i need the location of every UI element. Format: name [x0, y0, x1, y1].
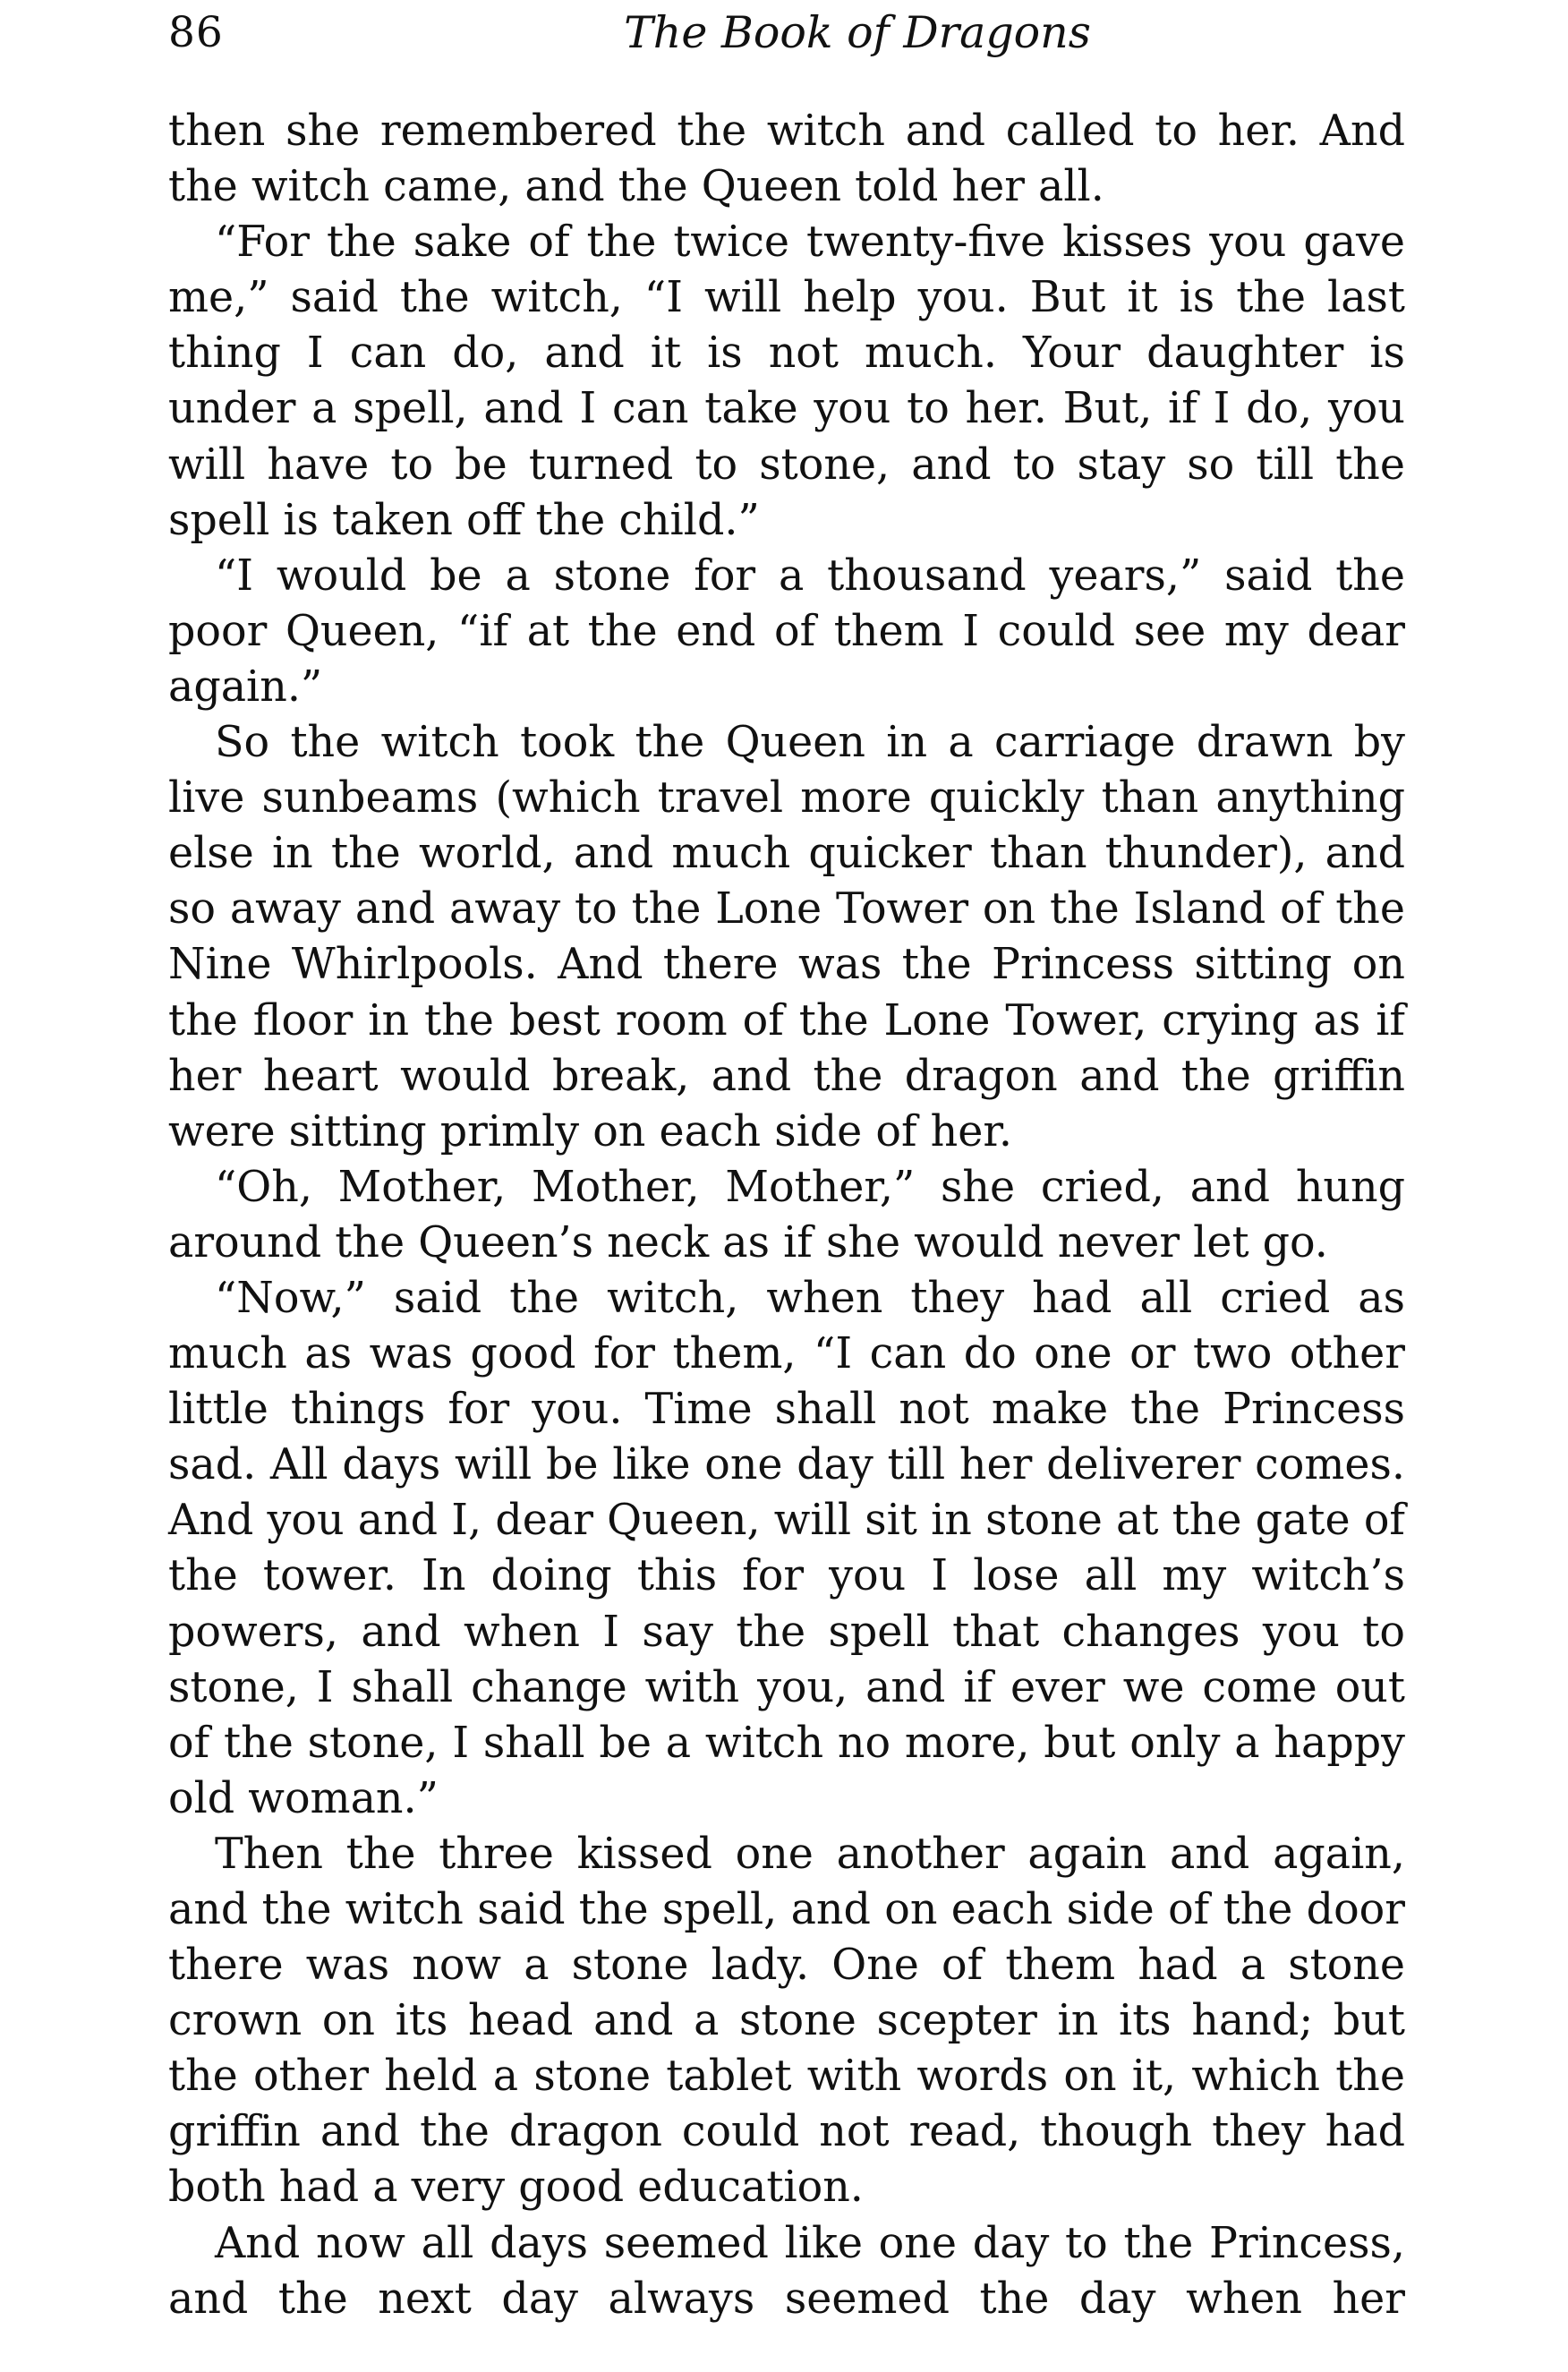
paragraph-3: “I would be a stone for a thousand years,” said the poor Queen, “if at the end of them I could see my dear again.”: [168, 550, 1405, 712]
paragraph-6: “Now,” said the witch, when they had all cried as much as was good for them, “I can do one or two other little things for you. Time shall not make the Princess sad. All days will be like one day till her deliverer comes. And you and I, dear Queen, will sit in stone at the gate of the tower. In doing this for you I lose all my witch’s powers, and when I say the spell that changes you to stone, I shall change with you, and if ever we come out of the stone, I shall be a witch no more, but only a happy old woman.”: [168, 1273, 1405, 1823]
paragraph-5: “Oh, Mother, Mother, Mother,” she cried, and hung around the Queen’s neck as if she would never let go.: [168, 1162, 1405, 1267]
paragraph-1: then she remembered the witch and called to her. And the witch came, and the Queen told her all.: [168, 107, 1405, 212]
paragraph-4: So the witch took the Queen in a carriage drawn by live sunbeams (which travel more quickly than anything else in the world, and much quicker than thunder), and so away and away to the Lone Tower on the Island of the Nine Whirlpools. And there was the Princess sitting on the floor in the best room of the Lone Tower, crying as if her heart would break, and the dragon and the griffin were sitting primly on each side of her.: [168, 718, 1405, 1156]
paragraph-7: Then the three kissed one another again and again, and the witch said the spell, and on each side of the door there was now a stone lady. One of them had a stone crown on its head and a stone scepter in its hand; but the other held a stone tablet with words on it, which the griffin and the dragon could not read, though they had both had a very good education.: [168, 1829, 1405, 2213]
book-title: The Book of Dragons: [624, 7, 1091, 58]
page-number: 86: [168, 8, 224, 57]
body-text: [168, 104, 1405, 2327]
running-head: [168, 2, 1403, 70]
paragraph-2: “For the sake of the twice twenty-five kisses you gave me,” said the witch, “I will help you. But it is the last thing I can do, and it is not much. Your daughter is under a spell, and I can take you to her. But, if I do, you will have to be turned to stone, and to stay so till the spell is taken off the child.”: [168, 218, 1405, 545]
paragraph-8: And now all days seemed like one day to the Princess, and the next day always seemed the day when her: [168, 2218, 1405, 2324]
